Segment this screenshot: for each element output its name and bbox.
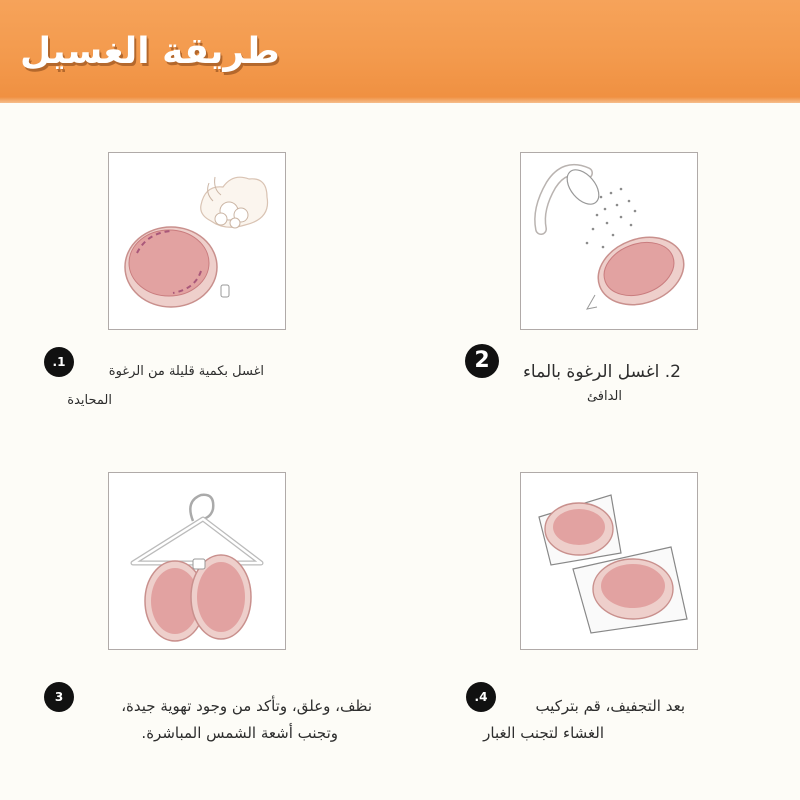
step-1-text-line1: اغسل بكمية قليلة من الرغوة	[108, 364, 264, 379]
title-banner	[0, 0, 800, 103]
step-1-text-line2: المحايدة	[67, 393, 112, 408]
hand-washing-cup-icon	[109, 153, 287, 331]
step-3-text-line1: نظف، وعلق، وتأكد من وجود تهوية جيدة،	[121, 697, 372, 715]
step-4-illustration	[520, 472, 698, 650]
step-3-badge: 3	[44, 682, 74, 712]
step-2-illustration	[520, 152, 698, 330]
film-storage-icon	[521, 473, 699, 651]
step-1-badge: .1	[44, 347, 74, 377]
hanger-dry-icon	[109, 473, 287, 651]
step-4-badge: .4	[466, 682, 496, 712]
step-2-text-line1: 2. اغسل الرغوة بالماء	[522, 362, 681, 382]
step-4-text-line1: بعد التجفيف، قم بتركيب	[535, 697, 685, 715]
step-2-text-line2: الدافئ	[586, 389, 622, 404]
step-3-text-line2: وتجنب أشعة الشمس المباشرة.	[141, 724, 338, 742]
shower-rinse-icon	[521, 153, 699, 331]
step-4-text-line2: الغشاء لتجنب الغبار	[483, 724, 604, 742]
page-title: طريقة الغسيل	[20, 31, 280, 72]
step-3-illustration	[108, 472, 286, 650]
step-1-illustration	[108, 152, 286, 330]
step-2-badge: 2	[465, 344, 499, 378]
